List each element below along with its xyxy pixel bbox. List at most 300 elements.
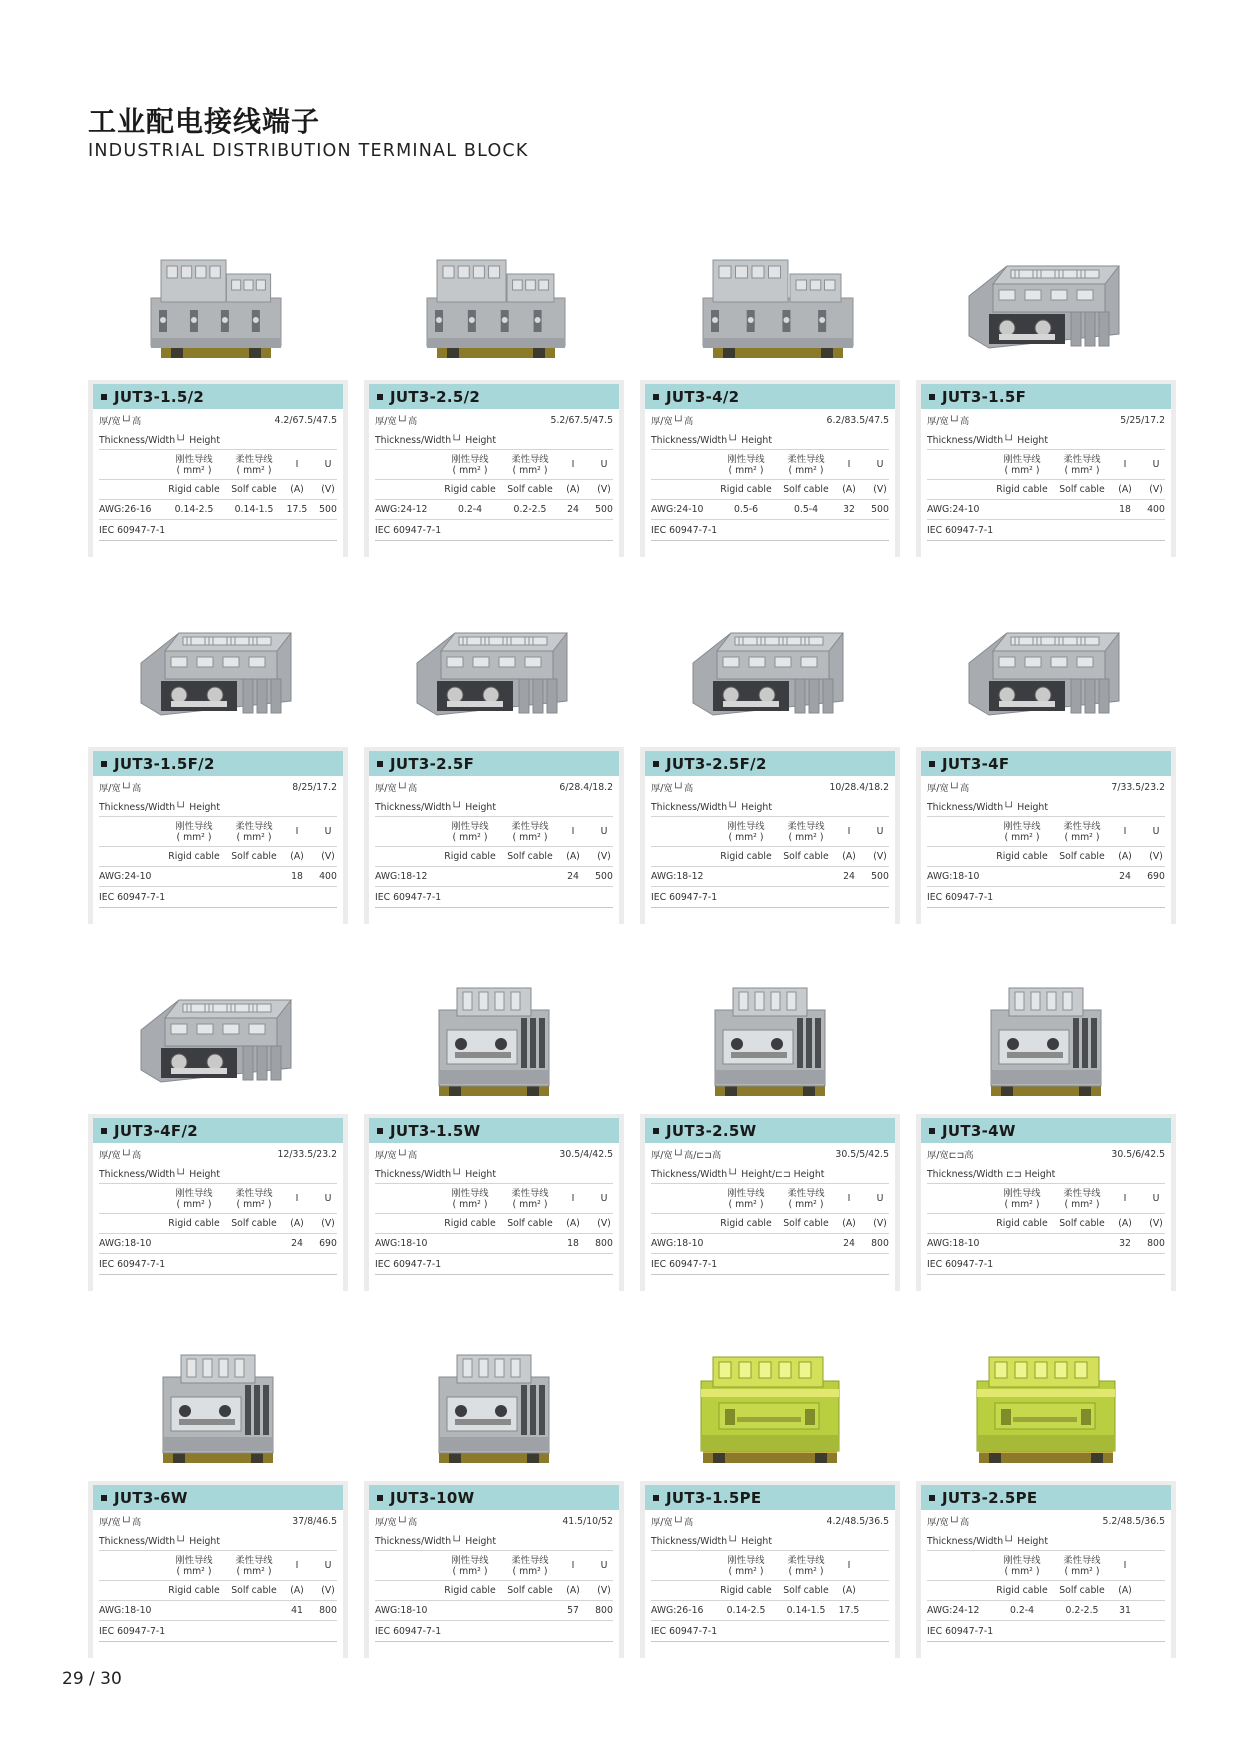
- voltage-header: U: [324, 826, 332, 837]
- dimension-value: 8/25/17.2: [292, 781, 337, 793]
- rigid-header-en: Rigid cable: [168, 1218, 220, 1229]
- cable-header-row: [375, 450, 613, 480]
- dimension-label-cn: 厚/宽└┘高: [375, 416, 418, 427]
- current-unit: (A): [566, 1218, 580, 1229]
- dimension-value: 7/33.5/23.2: [1111, 781, 1165, 793]
- dimension-label-en: Thickness/Width└┘ Height: [375, 434, 496, 446]
- rigid-header-cn: 刚性导线 ( mm² ): [727, 1554, 765, 1577]
- standard-row: [99, 1621, 337, 1642]
- rigid-header-en: Rigid cable: [720, 484, 772, 495]
- terminal-ground-pe-icon: [929, 1337, 1163, 1473]
- spec-table: [640, 747, 900, 924]
- terminal-rail-icon: [101, 1337, 335, 1473]
- standard-row: [651, 887, 889, 908]
- rigid-header-en: Rigid cable: [996, 1585, 1048, 1596]
- current-unit: (A): [1118, 851, 1132, 862]
- standard-label: IEC 60947-7-1: [375, 1258, 442, 1270]
- spec-table: [916, 1481, 1176, 1658]
- product-image: [640, 964, 900, 1110]
- dimension-label-en: Thickness/Width└┘ Height: [927, 801, 1048, 813]
- product-image: [916, 230, 1176, 376]
- current-header: I: [295, 1560, 299, 1571]
- spec-header: [645, 751, 895, 776]
- current-header: I: [571, 459, 575, 470]
- product-image: [916, 964, 1176, 1110]
- current-rating: 31: [1119, 1605, 1131, 1616]
- voltage-unit: (V): [321, 1218, 335, 1229]
- model-name: JUT3-4W: [942, 1121, 1016, 1140]
- cable-header-row: [99, 817, 337, 847]
- solf-range: 0.2-2.5: [1065, 1605, 1099, 1616]
- spec-table: [640, 1114, 900, 1291]
- spec-table: [364, 1481, 624, 1658]
- dimension-value: 30.5/5/42.5: [835, 1148, 889, 1160]
- solf-range: 0.14-1.5: [234, 504, 274, 515]
- dimension-label-cn: 厚/宽└┘高: [651, 783, 694, 794]
- dimension-row: [651, 1143, 889, 1165]
- product-card: [88, 230, 348, 557]
- product-card: [640, 597, 900, 924]
- solf-header-en: Solf cable: [507, 1585, 553, 1596]
- solf-header-cn: 柔性导线 ( mm² ): [1063, 1187, 1101, 1210]
- solf-header-en: Solf cable: [783, 484, 829, 495]
- dimension-value: 30.5/4/42.5: [559, 1148, 613, 1160]
- voltage-rating: 800: [871, 1238, 889, 1249]
- dimension-label-row: [99, 1532, 337, 1551]
- voltage-unit: (V): [1149, 1218, 1163, 1229]
- spec-body: [93, 1510, 343, 1658]
- dimension-value: 37/8/46.5: [292, 1515, 337, 1527]
- model-name: JUT3-2.5W: [666, 1121, 757, 1140]
- rigid-range: 0.14-2.5: [726, 1605, 766, 1616]
- voltage-header: U: [600, 1560, 608, 1571]
- current-header: I: [847, 459, 851, 470]
- bullet-icon: [377, 1495, 383, 1501]
- bullet-icon: [653, 1495, 659, 1501]
- terminal-double-deck-icon: [377, 236, 611, 372]
- cable-header-en-row: [375, 480, 613, 500]
- solf-header-cn: 柔性导线 ( mm² ): [787, 1554, 825, 1577]
- product-card: [364, 230, 624, 557]
- standard-label: IEC 60947-7-1: [99, 1258, 166, 1270]
- dimension-label-cn: 厚/宽└┘高/⊏⊐高: [651, 1150, 722, 1161]
- current-rating: 24: [567, 504, 579, 515]
- current-unit: (A): [1118, 484, 1132, 495]
- current-rating: 24: [843, 1238, 855, 1249]
- spec-table: [640, 1481, 900, 1658]
- dimension-label-cn: 厚/宽└┘高: [651, 1517, 694, 1528]
- product-image: [88, 1331, 348, 1477]
- current-header: I: [847, 826, 851, 837]
- terminal-rail-icon: [377, 970, 611, 1106]
- dimension-label-cn: 厚/宽└┘高: [927, 1517, 970, 1528]
- cable-header-en-row: [375, 1214, 613, 1234]
- spec-body: [93, 776, 343, 924]
- cable-header-en-row: [99, 1214, 337, 1234]
- rigid-header-en: Rigid cable: [444, 851, 496, 862]
- voltage-unit: (V): [1149, 484, 1163, 495]
- current-unit: (A): [842, 484, 856, 495]
- standard-row: [927, 887, 1165, 908]
- product-image: [916, 597, 1176, 743]
- rigid-range: 0.2-4: [457, 504, 483, 515]
- dimension-value: 5.2/48.5/36.5: [1102, 1515, 1165, 1527]
- current-header: I: [847, 1560, 851, 1571]
- awg-range: AWG:18-10: [99, 1238, 152, 1249]
- solf-header-cn: 柔性导线 ( mm² ): [235, 1187, 273, 1210]
- standard-label: IEC 60947-7-1: [375, 1625, 442, 1637]
- awg-range: AWG:24-12: [927, 1605, 980, 1616]
- model-name: JUT3-1.5F/2: [114, 754, 215, 773]
- spec-table: [916, 1114, 1176, 1291]
- dimension-value: 12/33.5/23.2: [277, 1148, 337, 1160]
- model-name: JUT3-2.5/2: [390, 387, 481, 406]
- dimension-value: 30.5/6/42.5: [1111, 1148, 1165, 1160]
- standard-label: IEC 60947-7-1: [375, 524, 442, 536]
- dimension-value: 6.2/83.5/47.5: [826, 414, 889, 426]
- dimension-label-row: [927, 1165, 1165, 1184]
- standard-row: [651, 520, 889, 541]
- cable-header-en-row: [927, 1581, 1165, 1601]
- product-card: [88, 964, 348, 1291]
- dimension-row: [99, 1143, 337, 1165]
- rigid-header-cn: 刚性导线 ( mm² ): [727, 453, 765, 476]
- solf-header-en: Solf cable: [783, 1218, 829, 1229]
- awg-range: AWG:26-16: [99, 504, 152, 515]
- solf-header-cn: 柔性导线 ( mm² ): [511, 1554, 549, 1577]
- voltage-rating: 800: [1147, 1238, 1165, 1249]
- rigid-header-en: Rigid cable: [720, 851, 772, 862]
- product-card: [640, 964, 900, 1291]
- voltage-header: U: [1152, 826, 1160, 837]
- cable-header-row: [651, 450, 889, 480]
- dimension-label-cn: 厚/宽└┘高: [99, 783, 142, 794]
- bullet-icon: [101, 1495, 107, 1501]
- product-card: [88, 1331, 348, 1658]
- voltage-unit: (V): [1149, 851, 1163, 862]
- spec-body: [369, 1143, 619, 1291]
- current-header: I: [571, 1560, 575, 1571]
- solf-header-en: Solf cable: [783, 851, 829, 862]
- dimension-row: [375, 1143, 613, 1165]
- current-rating: 17.5: [286, 504, 308, 515]
- dimension-label-en: Thickness/Width└┘ Height: [375, 1168, 496, 1180]
- cable-header-en-row: [927, 847, 1165, 867]
- solf-header-cn: 柔性导线 ( mm² ): [511, 453, 549, 476]
- rigid-range: 0.5-6: [733, 504, 759, 515]
- current-unit: (A): [566, 484, 580, 495]
- standard-label: IEC 60947-7-1: [651, 891, 718, 903]
- cable-header-row: [927, 817, 1165, 847]
- dimension-label-row: [651, 431, 889, 450]
- current-rating: 57: [567, 1605, 579, 1616]
- product-image: [88, 597, 348, 743]
- product-image: [364, 1331, 624, 1477]
- dimension-row: [651, 1510, 889, 1532]
- rigid-header-en: Rigid cable: [996, 1218, 1048, 1229]
- dimension-label-en: Thickness/Width└┘ Height: [927, 434, 1048, 446]
- terminal-feedthrough-icon: [653, 603, 887, 739]
- voltage-rating: 500: [871, 871, 889, 882]
- cable-header-en-row: [375, 847, 613, 867]
- model-name: JUT3-1.5F: [942, 387, 1027, 406]
- dimension-row: [375, 1510, 613, 1532]
- dimension-value: 5/25/17.2: [1120, 414, 1165, 426]
- voltage-header: U: [600, 459, 608, 470]
- voltage-rating: 690: [319, 1238, 337, 1249]
- standard-row: [927, 520, 1165, 541]
- dimension-value: 10/28.4/18.2: [829, 781, 889, 793]
- product-card: [916, 964, 1176, 1291]
- voltage-unit: (V): [597, 484, 611, 495]
- standard-row: [375, 520, 613, 541]
- current-rating: 41: [291, 1605, 303, 1616]
- rating-row: [651, 867, 889, 887]
- product-card: [364, 597, 624, 924]
- awg-range: AWG:18-12: [375, 871, 428, 882]
- standard-label: IEC 60947-7-1: [651, 1258, 718, 1270]
- dimension-label-en: Thickness/Width└┘ Height: [651, 434, 772, 446]
- rigid-header-cn: 刚性导线 ( mm² ): [451, 453, 489, 476]
- product-card: [640, 230, 900, 557]
- rigid-header-cn: 刚性导线 ( mm² ): [175, 820, 213, 843]
- dimension-label-cn: 厚/宽└┘高: [375, 1517, 418, 1528]
- spec-table: [88, 380, 348, 557]
- cable-header-row: [375, 817, 613, 847]
- standard-label: IEC 60947-7-1: [99, 524, 166, 536]
- bullet-icon: [377, 394, 383, 400]
- current-rating: 32: [1119, 1238, 1131, 1249]
- dimension-value: 5.2/67.5/47.5: [550, 414, 613, 426]
- cable-header-row: [651, 1184, 889, 1214]
- voltage-rating: 400: [319, 871, 337, 882]
- current-header: I: [571, 1193, 575, 1204]
- cable-header-row: [375, 1551, 613, 1581]
- spec-table: [364, 747, 624, 924]
- cable-header-en-row: [927, 480, 1165, 500]
- standard-row: [651, 1621, 889, 1642]
- solf-header-cn: 柔性导线 ( mm² ): [787, 1187, 825, 1210]
- bullet-icon: [929, 394, 935, 400]
- cable-header-row: [927, 450, 1165, 480]
- current-header: I: [1123, 826, 1127, 837]
- rating-row: [927, 500, 1165, 520]
- terminal-feedthrough-icon: [929, 603, 1163, 739]
- solf-header-cn: 柔性导线 ( mm² ): [1063, 820, 1101, 843]
- dimension-label-cn: 厚/宽└┘高: [99, 1517, 142, 1528]
- standard-row: [375, 1254, 613, 1275]
- spec-body: [921, 776, 1171, 924]
- spec-table: [364, 1114, 624, 1291]
- spec-header: [93, 751, 343, 776]
- rating-row: [99, 1234, 337, 1254]
- spec-body: [369, 776, 619, 924]
- dimension-row: [99, 1510, 337, 1532]
- bullet-icon: [101, 1128, 107, 1134]
- spec-header: [369, 1485, 619, 1510]
- dimension-label-row: [99, 798, 337, 817]
- spec-header: [93, 1118, 343, 1143]
- current-header: I: [571, 826, 575, 837]
- cable-header-row: [651, 817, 889, 847]
- product-image: [364, 597, 624, 743]
- cable-header-row: [99, 450, 337, 480]
- solf-header-en: Solf cable: [507, 1218, 553, 1229]
- spec-table: [640, 380, 900, 557]
- voltage-unit: (V): [873, 851, 887, 862]
- current-unit: (A): [842, 1585, 856, 1596]
- bullet-icon: [377, 1128, 383, 1134]
- terminal-rail-icon: [653, 970, 887, 1106]
- cable-header-row: [99, 1184, 337, 1214]
- dimension-label-row: [651, 1532, 889, 1551]
- spec-body: [93, 409, 343, 557]
- standard-label: IEC 60947-7-1: [927, 1258, 994, 1270]
- voltage-rating: 800: [595, 1238, 613, 1249]
- standard-label: IEC 60947-7-1: [99, 891, 166, 903]
- cable-header-en-row: [927, 1214, 1165, 1234]
- spec-table: [916, 380, 1176, 557]
- standard-row: [375, 887, 613, 908]
- dimension-label-row: [375, 431, 613, 450]
- standard-label: IEC 60947-7-1: [651, 524, 718, 536]
- product-grid: [88, 230, 1176, 1658]
- current-header: I: [295, 459, 299, 470]
- model-name: JUT3-4/2: [666, 387, 740, 406]
- solf-header-en: Solf cable: [231, 851, 277, 862]
- voltage-unit: (V): [873, 484, 887, 495]
- voltage-rating: 500: [871, 504, 889, 515]
- rigid-header-cn: 刚性导线 ( mm² ): [1003, 1554, 1041, 1577]
- awg-range: AWG:24-10: [927, 504, 980, 515]
- voltage-unit: (V): [597, 1218, 611, 1229]
- bullet-icon: [653, 1128, 659, 1134]
- dimension-row: [927, 1510, 1165, 1532]
- voltage-unit: (V): [597, 851, 611, 862]
- rating-row: [927, 1234, 1165, 1254]
- rigid-header-cn: 刚性导线 ( mm² ): [727, 820, 765, 843]
- voltage-header: U: [876, 459, 884, 470]
- current-unit: (A): [842, 1218, 856, 1229]
- solf-header-en: Solf cable: [507, 851, 553, 862]
- page-subtitle: INDUSTRIAL DISTRIBUTION TERMINAL BLOCK: [88, 141, 529, 161]
- dimension-row: [927, 776, 1165, 798]
- solf-range: 0.2-2.5: [513, 504, 547, 515]
- current-rating: 24: [291, 1238, 303, 1249]
- current-rating: 24: [1119, 871, 1131, 882]
- cable-header-en-row: [99, 480, 337, 500]
- current-rating: 18: [567, 1238, 579, 1249]
- solf-header-cn: 柔性导线 ( mm² ): [235, 1554, 273, 1577]
- current-unit: (A): [566, 1585, 580, 1596]
- dimension-label-en: Thickness/Width└┘ Height: [99, 434, 220, 446]
- model-name: JUT3-6W: [114, 1488, 188, 1507]
- terminal-feedthrough-icon: [101, 970, 335, 1106]
- bullet-icon: [929, 1495, 935, 1501]
- dimension-value: 4.2/67.5/47.5: [274, 414, 337, 426]
- dimension-label-en: Thickness/Width└┘ Height: [651, 801, 772, 813]
- solf-header-cn: 柔性导线 ( mm² ): [787, 453, 825, 476]
- spec-header: [645, 1485, 895, 1510]
- solf-header-en: Solf cable: [1059, 1218, 1105, 1229]
- bullet-icon: [377, 761, 383, 767]
- voltage-unit: (V): [321, 484, 335, 495]
- solf-header-en: Solf cable: [1059, 484, 1105, 495]
- dimension-row: [651, 409, 889, 431]
- voltage-header: U: [1152, 459, 1160, 470]
- current-header: I: [295, 1193, 299, 1204]
- spec-body: [369, 409, 619, 557]
- solf-header-cn: 柔性导线 ( mm² ): [511, 1187, 549, 1210]
- awg-range: AWG:24-10: [99, 871, 152, 882]
- cable-header-en-row: [99, 847, 337, 867]
- standard-row: [99, 520, 337, 541]
- rigid-header-en: Rigid cable: [720, 1218, 772, 1229]
- terminal-rail-icon: [377, 1337, 611, 1473]
- terminal-double-deck-icon: [653, 236, 887, 372]
- voltage-header: U: [876, 826, 884, 837]
- rigid-header-cn: 刚性导线 ( mm² ): [175, 1554, 213, 1577]
- product-card: [916, 230, 1176, 557]
- voltage-header: U: [600, 826, 608, 837]
- current-unit: (A): [566, 851, 580, 862]
- solf-header-en: Solf cable: [231, 1585, 277, 1596]
- solf-header-en: Solf cable: [1059, 851, 1105, 862]
- voltage-header: U: [876, 1193, 884, 1204]
- voltage-unit: (V): [321, 1585, 335, 1596]
- cable-header-en-row: [651, 1581, 889, 1601]
- bullet-icon: [929, 1128, 935, 1134]
- rating-row: [375, 867, 613, 887]
- spec-body: [921, 409, 1171, 557]
- rigid-header-en: Rigid cable: [996, 851, 1048, 862]
- spec-body: [369, 1510, 619, 1658]
- voltage-header: U: [1152, 1193, 1160, 1204]
- dimension-label-row: [375, 1165, 613, 1184]
- solf-header-en: Solf cable: [231, 484, 277, 495]
- spec-body: [645, 776, 895, 924]
- solf-header-cn: 柔性导线 ( mm² ): [235, 820, 273, 843]
- awg-range: AWG:18-10: [375, 1238, 428, 1249]
- rigid-header-en: Rigid cable: [444, 484, 496, 495]
- model-name: JUT3-1.5W: [390, 1121, 481, 1140]
- bullet-icon: [653, 761, 659, 767]
- dimension-label-row: [375, 798, 613, 817]
- rigid-header-cn: 刚性导线 ( mm² ): [451, 1187, 489, 1210]
- rigid-header-cn: 刚性导线 ( mm² ): [451, 820, 489, 843]
- solf-header-cn: 柔性导线 ( mm² ): [235, 453, 273, 476]
- cable-header-row: [927, 1551, 1165, 1581]
- rating-row: [651, 1234, 889, 1254]
- spec-header: [369, 384, 619, 409]
- awg-range: AWG:18-10: [927, 871, 980, 882]
- dimension-label-row: [927, 431, 1165, 450]
- awg-range: AWG:18-10: [99, 1605, 152, 1616]
- product-card: [640, 1331, 900, 1658]
- awg-range: AWG:24-10: [651, 504, 704, 515]
- awg-range: AWG:24-12: [375, 504, 428, 515]
- bullet-icon: [101, 761, 107, 767]
- terminal-rail-icon: [929, 970, 1163, 1106]
- current-rating: 24: [567, 871, 579, 882]
- rigid-header-cn: 刚性导线 ( mm² ): [451, 1554, 489, 1577]
- standard-row: [927, 1621, 1165, 1642]
- voltage-header: U: [324, 459, 332, 470]
- dimension-label-row: [651, 1165, 889, 1184]
- standard-row: [99, 1254, 337, 1275]
- bullet-icon: [653, 394, 659, 400]
- standard-label: IEC 60947-7-1: [927, 1625, 994, 1637]
